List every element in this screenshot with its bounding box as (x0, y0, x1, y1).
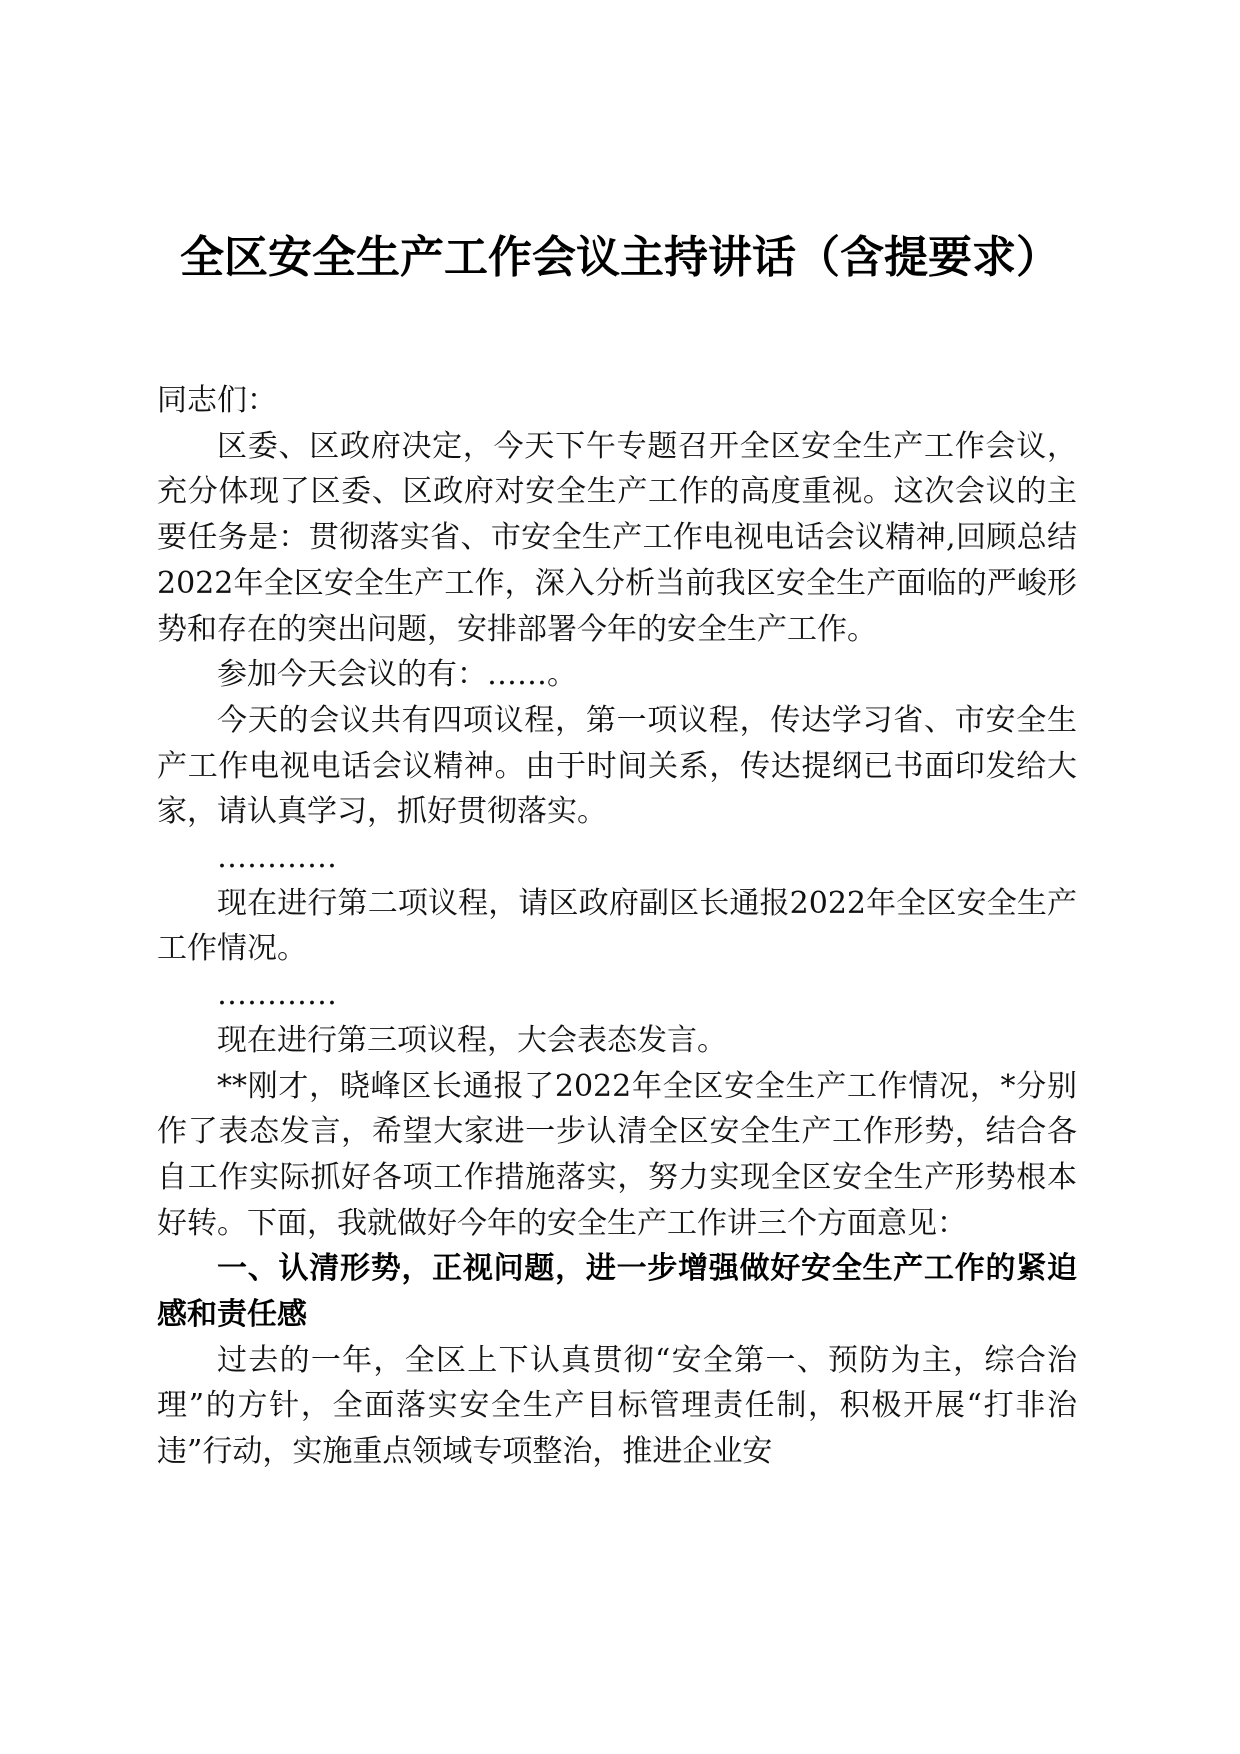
salutation: 同志们： (157, 383, 277, 418)
paragraph: 区委、区政府决定，今天下午专题召开全区安全生产工作会议，充分体现了区委、区政府对安全生产工作的高度重视。这次会议的主要任务是：贯彻落实省、市安全生产工作电视电话会议精神,回顾总结2022年全区安全生产工作，深入分析当前我区安全生产面临的严峻形势和存在的突出问题，安排部署今年的安全生产工作。 (157, 428, 1077, 647)
paragraph: 过去的一年，全区上下认真贯彻“安全第一、预防为主，综合治理”的方针，全面落实安全生产目标管理责任制，积极开展“打非治违”行动，实施重点领域专项整治，推进企业安 (157, 1342, 1077, 1470)
paragraph: 参加今天会议的有：……。 (217, 657, 577, 693)
document-body (157, 378, 1077, 1475)
ellipsis-line: ………… (217, 977, 337, 1013)
paragraph: 现在进行第二项议程，请区政府副区长通报2022年全区安全生产工作情况。 (157, 885, 1077, 967)
ellipsis-line: ………… (217, 840, 337, 876)
section-heading: 一、认清形势，正视问题，进一步增强做好安全生产工作的紧迫感和责任感 (157, 1251, 1077, 1333)
document-title: 全区安全生产工作会议主持讲话（含提要求） (180, 232, 1060, 283)
paragraph: 现在进行第三项议程，大会表态发言。 (217, 1022, 727, 1058)
paragraph: 今天的会议共有四项议程，第一项议程，传达学习省、市安全生产工作电视电话会议精神。由于时间关系，传达提纲已书面印发给大家，请认真学习，抓好贯彻落实。 (157, 702, 1077, 830)
paragraph: **刚才，晓峰区长通报了2022年全区安全生产工作情况，*分别作了表态发言，希望大家进一步认清全区安全生产工作形势，结合各自工作实际抓好各项工作措施落实，努力实现全区安全生产形势根本好转。下面，我就做好今年的安全生产工作讲三个方面意见： (157, 1068, 1077, 1241)
